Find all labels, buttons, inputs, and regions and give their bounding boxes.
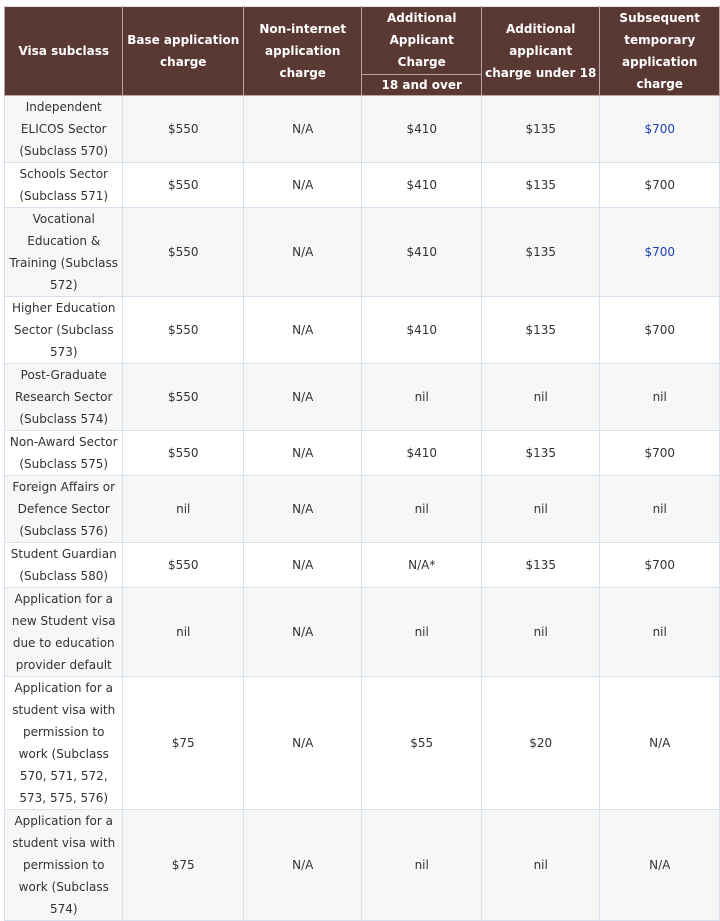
additional-18-over-cell: nil: [362, 476, 482, 543]
non-internet-cell: N/A: [243, 476, 361, 543]
subsequent-cell: $700: [600, 431, 720, 476]
additional-under-18-cell: $135: [481, 163, 599, 208]
base-charge-cell: $550: [123, 208, 244, 297]
additional-under-18-cell: $135: [481, 96, 599, 163]
base-charge-cell: $550: [123, 543, 244, 588]
base-charge-cell: nil: [123, 588, 244, 677]
non-internet-cell: N/A: [243, 810, 361, 921]
additional-18-over-cell: $410: [362, 431, 482, 476]
visa-cell: Non-Award Sector (Subclass 575): [5, 431, 123, 476]
visa-cell: Independent ELICOS Sector (Subclass 570): [5, 96, 123, 163]
subsequent-cell: N/A: [600, 810, 720, 921]
base-charge-cell: $75: [123, 677, 244, 810]
subsequent-cell: $700: [600, 208, 720, 297]
base-charge-cell: nil: [123, 476, 244, 543]
table-row: [5, 476, 720, 543]
non-internet-cell: N/A: [243, 364, 361, 431]
additional-under-18-cell: nil: [481, 364, 599, 431]
table-row: [5, 208, 720, 297]
table-row: [5, 364, 720, 431]
additional-18-over-cell: nil: [362, 588, 482, 677]
visa-cell: Application for a student visa with permission to work (Subclass 574): [5, 810, 123, 921]
additional-under-18-cell: $135: [481, 431, 599, 476]
additional-18-over-cell: $410: [362, 297, 482, 364]
visa-cell: Application for a student visa with permission to work (Subclass 570, 571, 572, 573, 575, 576): [5, 677, 123, 810]
table-row: [5, 677, 720, 810]
table-row: [5, 588, 720, 677]
table-row: [5, 543, 720, 588]
additional-under-18-cell: nil: [481, 476, 599, 543]
additional-under-18-cell: nil: [481, 810, 599, 921]
subsequent-cell: nil: [600, 364, 720, 431]
subsequent-cell: nil: [600, 588, 720, 677]
non-internet-cell: N/A: [243, 677, 361, 810]
header-subsequent: Subsequent temporary application charge: [600, 7, 720, 96]
visa-cell: Foreign Affairs or Defence Sector (Subclass 576): [5, 476, 123, 543]
non-internet-cell: N/A: [243, 297, 361, 364]
non-internet-cell: N/A: [243, 431, 361, 476]
visa-cell: Post-Graduate Research Sector (Subclass 574): [5, 364, 123, 431]
base-charge-cell: $550: [123, 364, 244, 431]
non-internet-cell: N/A: [243, 543, 361, 588]
additional-18-over-cell: $410: [362, 208, 482, 297]
additional-18-over-cell: N/A*: [362, 543, 482, 588]
base-charge-cell: $550: [123, 431, 244, 476]
additional-under-18-cell: $135: [481, 297, 599, 364]
subsequent-cell: N/A: [600, 677, 720, 810]
subsequent-cell: nil: [600, 476, 720, 543]
header-additional-applicant: Additional Applicant Charge: [362, 7, 482, 75]
additional-18-over-cell: nil: [362, 364, 482, 431]
additional-18-over-cell: nil: [362, 810, 482, 921]
base-charge-cell: $75: [123, 810, 244, 921]
table-row: [5, 810, 720, 921]
additional-18-over-cell: $410: [362, 96, 482, 163]
additional-under-18-cell: $135: [481, 208, 599, 297]
visa-fees-table: [4, 6, 720, 921]
header-visa-subclass: Visa subclass: [5, 7, 123, 96]
subsequent-cell: $700: [600, 96, 720, 163]
non-internet-cell: N/A: [243, 96, 361, 163]
subsequent-cell: $700: [600, 297, 720, 364]
additional-under-18-cell: nil: [481, 588, 599, 677]
header-additional-under-18: Additional applicant charge under 18: [481, 7, 599, 96]
header-non-internet: Non-internet application charge: [243, 7, 361, 96]
base-charge-cell: $550: [123, 96, 244, 163]
table-row: [5, 163, 720, 208]
header-18-and-over: 18 and over: [362, 74, 482, 95]
visa-cell: Application for a new Student visa due to education provider default: [5, 588, 123, 677]
additional-18-over-cell: $55: [362, 677, 482, 810]
table-row: [5, 431, 720, 476]
subsequent-cell: $700: [600, 163, 720, 208]
table-row: [5, 96, 720, 163]
non-internet-cell: N/A: [243, 163, 361, 208]
additional-under-18-cell: $20: [481, 677, 599, 810]
non-internet-cell: N/A: [243, 208, 361, 297]
subsequent-cell: $700: [600, 543, 720, 588]
visa-cell: Vocational Education & Training (Subclass 572): [5, 208, 123, 297]
non-internet-cell: N/A: [243, 588, 361, 677]
base-charge-cell: $550: [123, 297, 244, 364]
header-base-charge: Base application charge: [123, 7, 244, 96]
additional-18-over-cell: $410: [362, 163, 482, 208]
additional-under-18-cell: $135: [481, 543, 599, 588]
table-row: [5, 297, 720, 364]
base-charge-cell: $550: [123, 163, 244, 208]
visa-cell: Schools Sector (Subclass 571): [5, 163, 123, 208]
visa-cell: Student Guardian (Subclass 580): [5, 543, 123, 588]
visa-cell: Higher Education Sector (Subclass 573): [5, 297, 123, 364]
